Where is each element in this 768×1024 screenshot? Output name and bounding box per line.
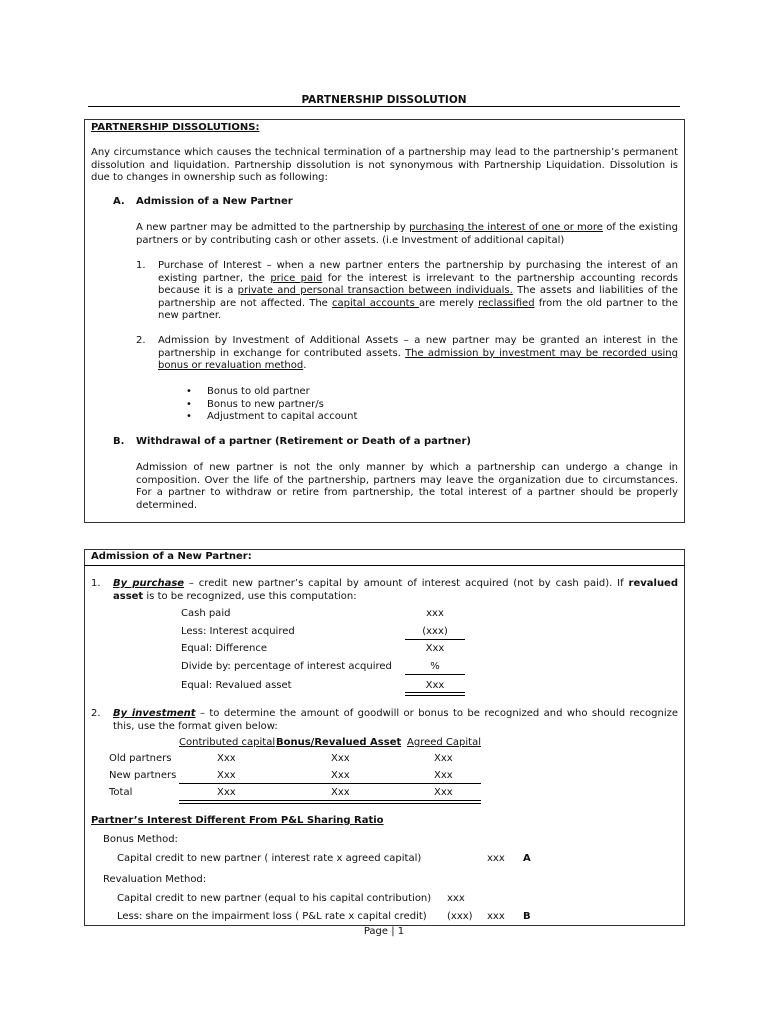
box1-heading: PARTNERSHIP DISSOLUTIONS: xyxy=(91,122,260,133)
cell-bonus: Xxx xyxy=(331,753,350,764)
total-rule xyxy=(405,692,465,693)
computation-value: % xyxy=(430,661,440,672)
subtotal-rule xyxy=(179,783,481,784)
col-header-contributed: Contributed capital xyxy=(179,737,276,748)
item2-number: 2. xyxy=(136,335,146,346)
row-label: Total xyxy=(109,787,133,798)
page-title: PARTNERSHIP DISSOLUTION xyxy=(301,94,467,106)
item2-text: Admission by Investment of Additional Assets – a new partner may be granted an interest in the partnership in exchange for contributed assets. The admission by investment may be recorded using bonus or revaluation method. xyxy=(158,335,678,372)
investment-text: By investment – to determine the amount of goodwill or bonus to be recognized and who should recognize this, use the format given below: xyxy=(113,708,678,732)
section-b-text: Admission of new partner is not the only manner by which a partnership can undergo a change in composition. Over the life of the partnership, partners may leave the organization due to circumstances. For a partner to withdraw or retire from partnership, the total interest of a partner should be properly determined. xyxy=(136,462,678,511)
bonus-bullet-list xyxy=(186,386,357,424)
purchase-text: By purchase – credit new partner’s capital by amount of interest acquired (not by cash paid). If revalued asset is to be recognized, use this computation: xyxy=(113,578,678,602)
cell-bonus: Xxx xyxy=(331,770,350,781)
col-header-agreed: Agreed Capital xyxy=(407,737,481,748)
revaluation-mark: B xyxy=(523,911,531,922)
investment-number: 2. xyxy=(91,708,101,719)
box1-intro: Any circumstance which causes the technical termination of a partnership may lead to the partnership’s permanent dissolution and liquidation. Partnership dissolution is not synonymous with Partnership Liquidation. Dissolution is due to changes in ownership such as following: xyxy=(91,147,678,184)
bonus-method-label: Bonus Method: xyxy=(103,834,178,845)
computation-value: Xxx xyxy=(425,643,445,654)
bonus-mark: A xyxy=(523,853,531,864)
revaluation-value-1: xxx xyxy=(447,893,465,904)
bullet-item: • Bonus to old partner xyxy=(186,386,310,397)
cell-contributed: Xxx xyxy=(217,753,236,764)
row-label: New partners xyxy=(109,770,177,781)
title-divider xyxy=(88,106,680,107)
section-b-marker: B. xyxy=(113,436,125,447)
total-rule xyxy=(179,803,481,804)
section-b-title: Withdrawal of a partner (Retirement or Death of a partner) xyxy=(136,436,471,447)
cell-agreed: Xxx xyxy=(434,770,453,781)
box2-heading-rule xyxy=(84,565,685,566)
computation-value: Xxx xyxy=(425,680,445,691)
subtotal-rule xyxy=(405,639,465,640)
computation-label: Equal: Difference xyxy=(181,643,268,654)
subtotal-rule xyxy=(405,674,465,675)
purchase-number: 1. xyxy=(91,578,101,589)
cell-contributed: Xxx xyxy=(217,770,236,781)
section-a-paragraph: A new partner may be admitted to the partnership by purchasing the interest of one or more of the existing partners or by contributing cash or other assets. (i.e Investment of additional capital) xyxy=(136,222,678,246)
section-a-title: Admission of a New Partner xyxy=(136,196,293,207)
computation-label: Equal: Revalued asset xyxy=(181,680,292,691)
computation-label: Divide by: percentage of interest acquired xyxy=(181,661,392,672)
col-header-bonus: Bonus/Revalued Asset xyxy=(276,737,402,748)
computation-label: Less: Interest acquired xyxy=(181,626,295,637)
revaluation-value-2b: xxx xyxy=(487,911,505,922)
item1-number: 1. xyxy=(136,260,146,271)
bonus-value: xxx xyxy=(487,853,505,864)
total-rule xyxy=(405,695,465,696)
box2-heading: Admission of a New Partner: xyxy=(91,551,252,562)
cell-contributed: Xxx xyxy=(217,787,236,798)
revaluation-method-label: Revaluation Method: xyxy=(103,874,207,885)
computation-value: xxx xyxy=(426,608,444,619)
revaluation-line-2: Less: share on the impairment loss ( P&L rate x capital credit) xyxy=(117,911,427,922)
total-rule xyxy=(179,800,481,801)
page-number: Page | 1 xyxy=(363,926,405,937)
cell-agreed: Xxx xyxy=(434,787,453,798)
bullet-item: • Adjustment to capital account xyxy=(186,411,358,423)
item1-text: Purchase of Interest – when a new partner enters the partnership by purchasing the interest of an existing partner, the price paid for the interest is irrelevant to the partnership accounting records because it is a private and personal transaction between individuals. The assets and liabilities of the partnership are not affected. The capital accounts are merely reclassified from the old partner to the new partner. xyxy=(158,260,678,322)
cell-agreed: Xxx xyxy=(434,753,453,764)
row-label: Old partners xyxy=(109,753,172,764)
bullet-item: • Bonus to new partner/s xyxy=(186,398,324,410)
revaluation-line-1: Capital credit to new partner (equal to his capital contribution) xyxy=(117,893,432,904)
bonus-line: Capital credit to new partner ( interest rate x agreed capital) xyxy=(117,853,422,864)
computation-value: (xxx) xyxy=(422,626,448,637)
ratio-heading: Partner’s Interest Different From P&L Sharing Ratio xyxy=(91,815,384,826)
cell-bonus: Xxx xyxy=(331,787,350,798)
computation-label: Cash paid xyxy=(181,608,231,619)
section-a-marker: A. xyxy=(113,196,125,207)
revaluation-value-2a: (xxx) xyxy=(447,911,473,922)
